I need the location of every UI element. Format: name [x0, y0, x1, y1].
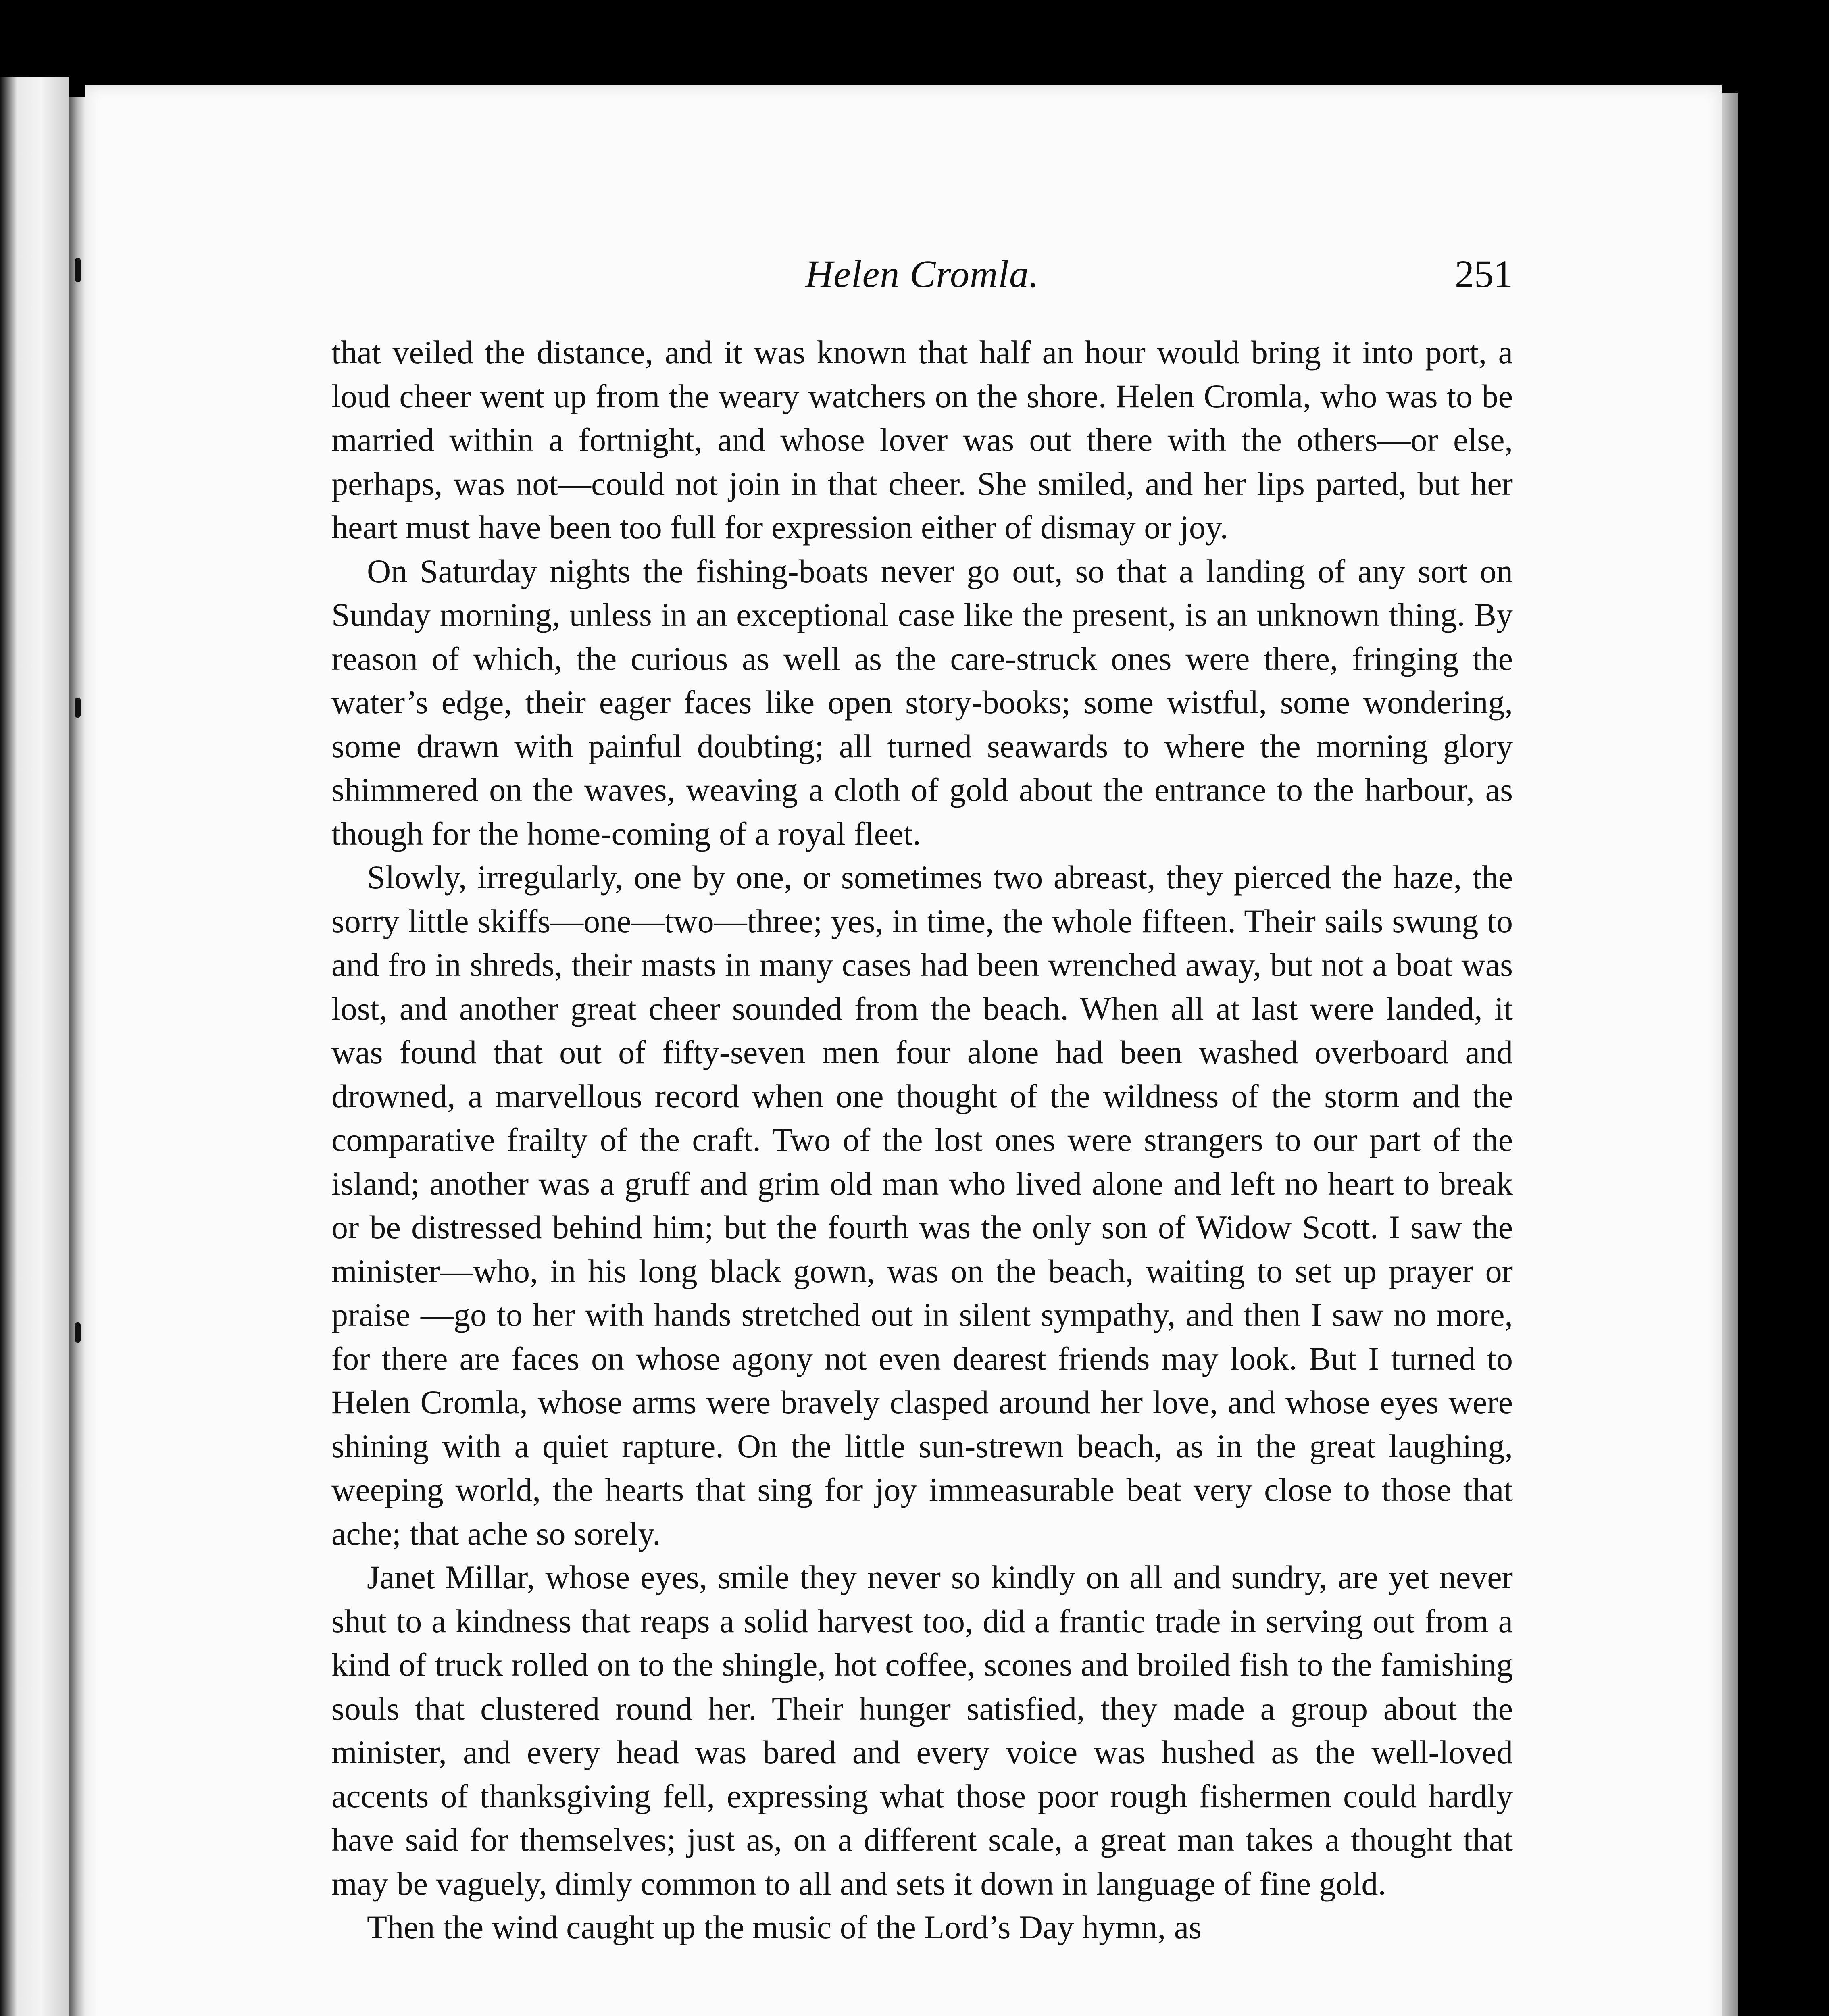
- running-title: Helen Cromla.: [805, 252, 1039, 296]
- margin-mark: [75, 1322, 81, 1343]
- page-number: 251: [1455, 252, 1513, 296]
- body-text: [331, 331, 1513, 1949]
- previous-page-edge: [0, 77, 69, 2016]
- gutter-shadow: [69, 97, 85, 2016]
- paragraph: Slowly, irregularly, one by one, or sometimes two abreast, they pierced the haze, the sorry little skiffs—one—two—three; yes, in time, the whole fifteen. Their sails swung to and fro in shreds, their masts in many cases had been wrenched away, but not a boat was lost, and another great cheer sounded from the beach. When all at last were landed, it was found that out of fifty-seven men four alone had been washed overboard and drowned, a marvellous record when one thought of the wildness of the storm and the comparative frailty of the craft. Two of the lost ones were strangers to our part of the island; another was a gruff and grim old man who lived alone and left no heart to break or be distressed behind him; but the fourth was the only son of Widow Scott. I saw the minister—who, in his long black gown, was on the beach, waiting to set up prayer or praise —go to her with hands stretched out in silent sympathy, and then I saw no more, for there are faces on whose agony not even dearest friends may look. But I turned to Helen Cromla, whose arms were bravely clasped around her love, and whose eyes were shining with a quiet rapture. On the little sun-strewn beach, as in the great laughing, weeping world, the hearts that sing for joy immeasurable beat very close to those that ache; that ache so sorely.: [331, 859, 1513, 1552]
- paragraph: that veiled the distance, and it was known that half an hour would bring it into port, a loud cheer went up from the weary watchers on the shore. Helen Cromla, who was to be married within a fortnight, and whose lover was out there with the others—or else, perhaps, was not—could not join in that cheer. She smiled, and her lips parted, but her heart must have been too full for expression either of dismay or joy.: [331, 334, 1513, 546]
- running-head: [331, 246, 1513, 302]
- paragraph: Janet Millar, whose eyes, smile they never so kindly on all and sundry, are yet never shut to a kindness that reaps a solid harvest too, did a frantic trade in serving out from a kind of truck rolled on to the shingle, hot coffee, scones and broiled fish to the famishing souls that clustered round her. Their hunger satisfied, they made a group about the minister, and every head was bared and every voice was hushed as the well-loved accents of thanksgiving fell, expressing what those poor rough fishermen could hardly have said for themselves; just as, on a different scale, a great man takes a thought that may be vaguely, dimly common to all and sets it down in language of fine gold.: [331, 1559, 1513, 1902]
- paragraph: Then the wind caught up the music of the Lord’s Day hymn, as: [367, 1909, 1202, 1945]
- paragraph: On Saturday nights the fishing-boats never go out, so that a landing of any sort on Sunday morning, unless in an exceptional case like the present, is an unknown thing. By reason of which, the curious as well as the care-struck ones were there, fringing the water’s edge, their eager faces like open story-books; some wistful, some wondering, some drawn with painful doubting; all turned seawards to where the morning glory shimmered on the waves, weaving a cloth of gold about the entrance to the harbour, as though for the home-coming of a royal fleet.: [331, 552, 1513, 852]
- margin-mark: [75, 258, 81, 282]
- page-right-edge: [1722, 93, 1738, 2016]
- margin-mark: [75, 698, 81, 718]
